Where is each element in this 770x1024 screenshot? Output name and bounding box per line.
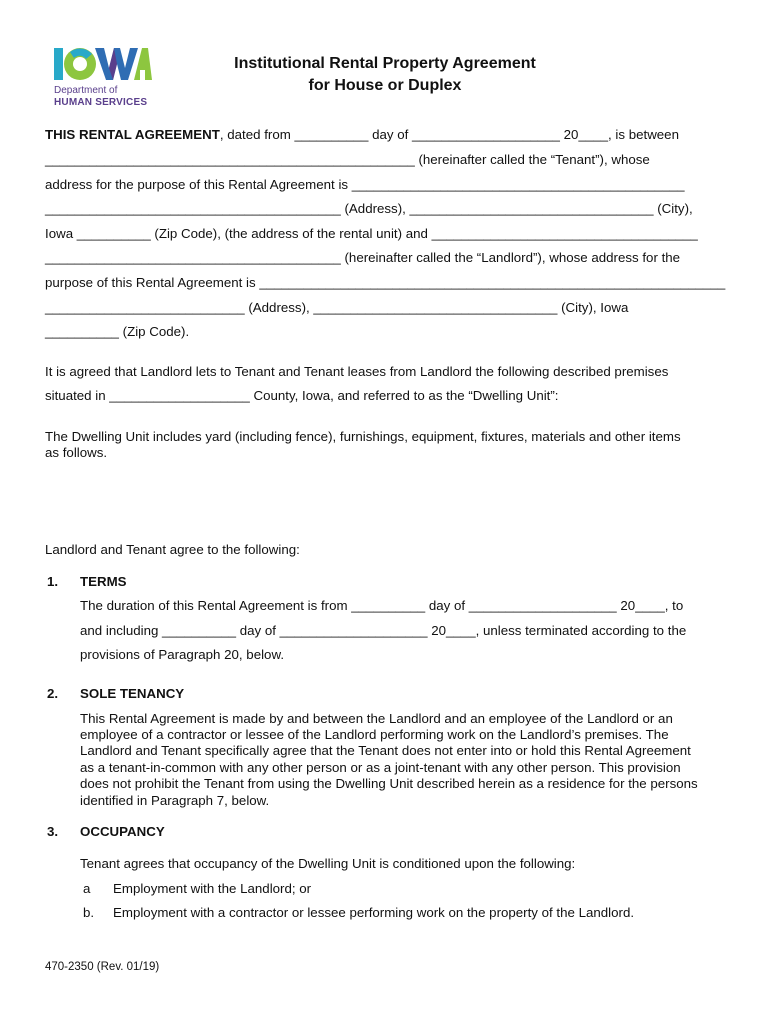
section-2-line-6: identified in Paragraph 7, below. [80,793,270,808]
intro-line-7: purpose of this Rental Agreement is _______________________________________________________________ [45,275,726,290]
section-3-number: 3. [47,824,59,839]
agree-line: Landlord and Tenant agree to the following: [45,542,300,557]
intro-line-8: ___________________________ (Address), _________________________________ (City), Iowa [45,300,629,315]
occupancy-item-b-marker: b. [83,905,95,920]
section-1-line-2: and including __________ day of ____________________ 20____, unless terminated according to the [80,623,687,638]
section-2-number: 2. [47,686,59,701]
section-3-intro: Tenant agrees that occupancy of the Dwelling Unit is conditioned upon the following: [80,856,576,871]
dwelling-line-2: as follows. [45,445,108,460]
logo-human-services-text: HUMAN SERVICES [54,97,148,108]
intro-line-3: address for the purpose of this Rental Agreement is _____________________________________________ [45,177,685,192]
occupancy-item-a-text: Employment with the Landlord; or [113,881,312,896]
section-2-line-5: does not prohibit the Tenant from using the Dwelling Unit described herein as a residence for the persons [80,776,698,791]
section-2-line-4: as a tenant-in-common with any other person or as a joint-tenant with any other person. This provision [80,760,681,775]
intro-line-1 [45,127,679,143]
occupancy-item-a-marker: a [83,881,91,896]
premises-line-2: situated in ___________________ County, Iowa, and referred to as the “Dwelling Unit”: [45,388,559,403]
intro-line-6: ________________________________________ (hereinafter called the “Landlord”), whose address for the [45,250,681,265]
section-1-heading: TERMS [80,574,127,589]
dwelling-line-1: The Dwelling Unit includes yard (including fence), furnishings, equipment, fixtures, materials and other items [45,429,681,444]
section-2-heading: SOLE TENANCY [80,686,185,701]
intro-line-9: __________ (Zip Code). [45,324,190,339]
intro-line-4: ________________________________________ (Address), _________________________________ (City), [45,201,693,216]
document-title: Institutional Rental Property Agreement [234,55,536,72]
iowa-logo-mark [52,44,152,84]
section-1-line-3: provisions of Paragraph 20, below. [80,647,285,662]
section-2-line-2: employee of a contractor or lessee of the Landlord performing work on the Landlord’s premises. The [80,727,669,742]
document-subtitle: for House or Duplex [308,77,462,94]
logo-department-text: Department of [54,85,118,96]
section-1-number: 1. [47,574,59,589]
intro-line-2: __________________________________________________ (hereinafter called the “Tenant”), whose [45,152,650,167]
section-2-line-1: This Rental Agreement is made by and between the Landlord and an employee of the Landlord or an [80,711,673,726]
section-1-line-1: The duration of this Rental Agreement is from __________ day of ____________________ 20____, to [80,598,684,613]
iowa-dhs-logo [52,44,162,110]
section-3-heading: OCCUPANCY [80,824,165,839]
form-number-footer: 470-2350 (Rev. 01/19) [45,961,160,973]
intro-line-5: Iowa __________ (Zip Code), (the address of the rental unit) and ____________________________________ [45,226,698,241]
occupancy-item-b-text: Employment with a contractor or lessee performing work on the property of the Landlord. [113,905,635,920]
intro-lead: THIS RENTAL AGREEMENT [45,127,220,142]
intro-line-1-rest: , dated from __________ day of ____________________ 20____, is between [219,127,679,142]
section-2-line-3: Landlord and Tenant specifically agree that the Tenant does not enter into or hold this Rental Agreement [80,743,691,758]
premises-line-1: It is agreed that Landlord lets to Tenant and Tenant leases from Landlord the following described premises [45,364,669,379]
